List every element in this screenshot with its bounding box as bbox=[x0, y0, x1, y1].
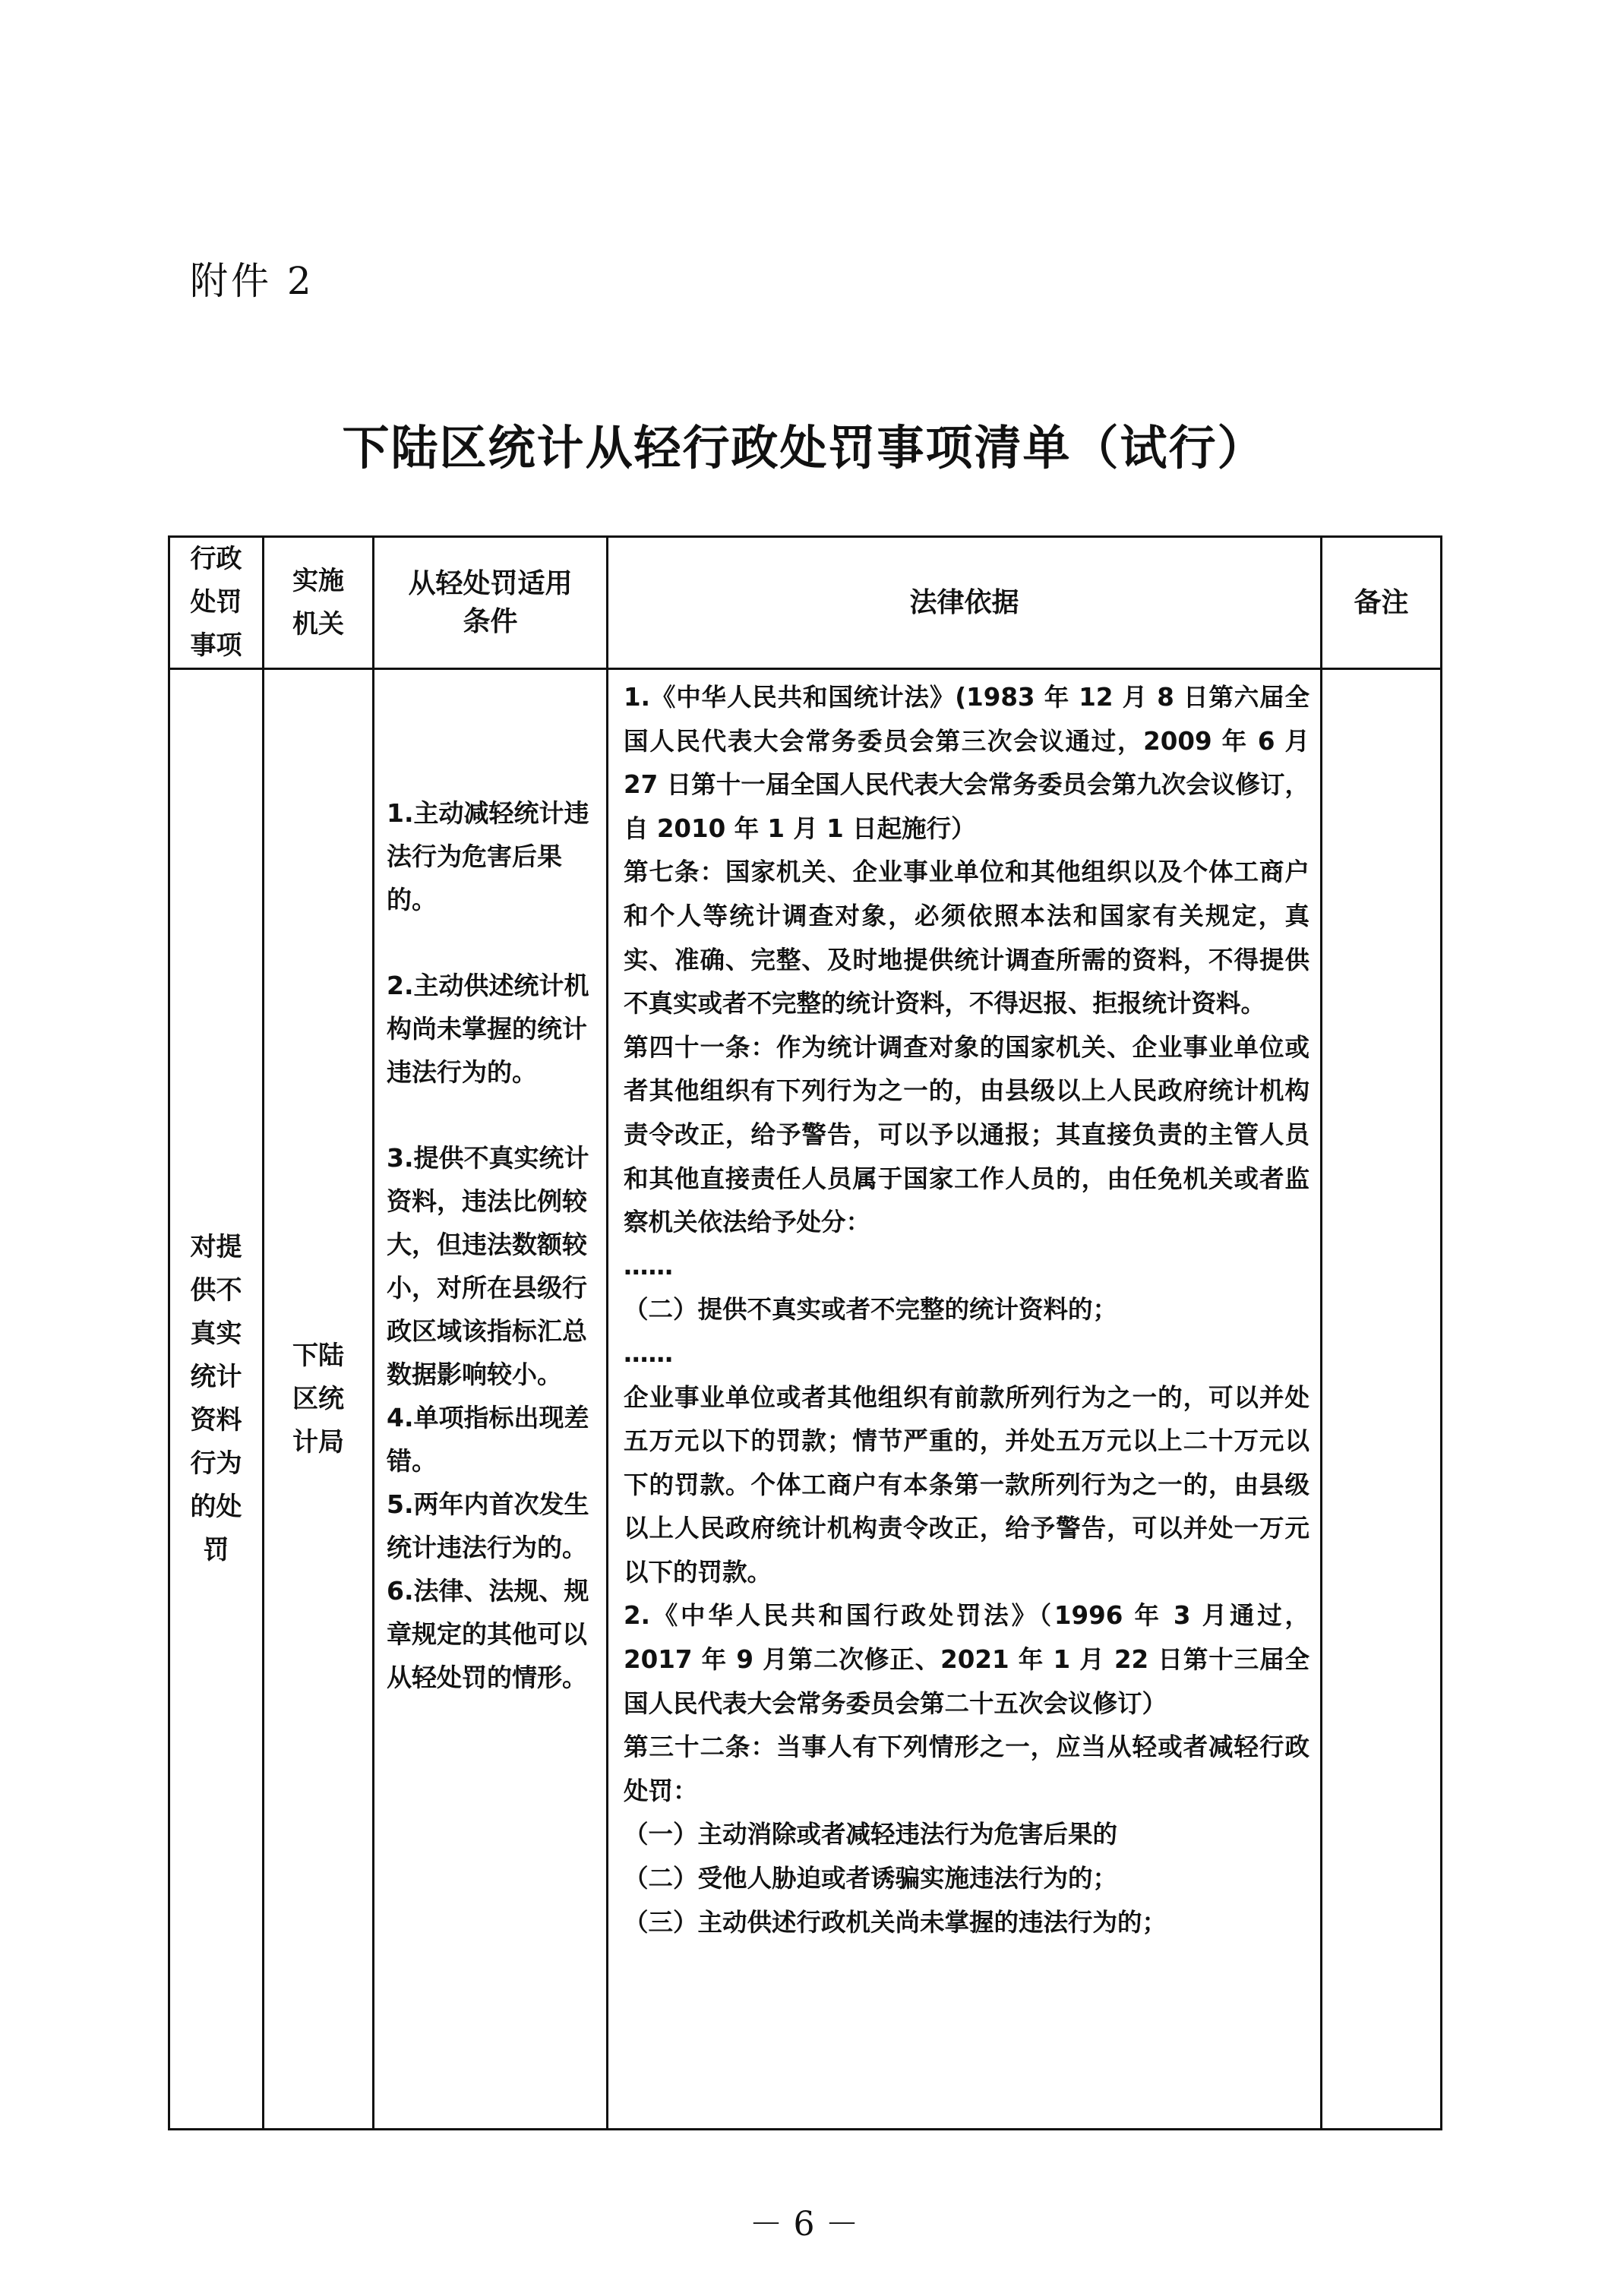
condition-item: 3.提供不真实统计资料，违法比例较大，但违法数额较小，对所在县级行政区域该指标汇总数据影响较小。 bbox=[387, 1143, 589, 1389]
condition-item: 5.两年内首次发生统计违法行为的。 bbox=[387, 1489, 589, 1562]
table-row bbox=[169, 669, 1442, 2130]
legal-paragraph: 2.《中华人民共和国行政处罚法》（1996 年 3 月通过，2017 年 9 月第二次修正、2021 年 1 月 22 日第十三届全国人民代表大会常务委员会第二十五次会议修订） bbox=[624, 1601, 1309, 1718]
penalty-items-table bbox=[168, 535, 1442, 2130]
legal-paragraph: （三）主动供述行政机关尚未掌握的违法行为的； bbox=[624, 1907, 1167, 1937]
legal-paragraph: …… bbox=[624, 1338, 673, 1368]
legal-paragraph: （二）提供不真实或者不完整的统计资料的； bbox=[624, 1295, 1118, 1325]
header-remarks: 备注 bbox=[1322, 537, 1442, 669]
legal-paragraph: （二）受他人胁迫或者诱骗实施违法行为的； bbox=[624, 1864, 1118, 1893]
header-conditions: 从轻处罚适用条件 bbox=[374, 537, 608, 669]
page-number: － 6 － bbox=[749, 2205, 859, 2244]
header-implementing-agency: 实施机关 bbox=[264, 537, 374, 669]
header-penalty-item: 行政处罚事项 bbox=[169, 537, 264, 669]
legal-paragraph: 第三十二条：当事人有下列情形之一，应当从轻或者减轻行政处罚： bbox=[624, 1732, 1309, 1805]
cell-conditions bbox=[374, 669, 608, 2130]
attachment-label: 附件 2 bbox=[190, 259, 314, 303]
cell-legal-basis bbox=[608, 669, 1322, 2130]
cell-agency: 下陆区统计局 bbox=[264, 669, 374, 2130]
cell-remarks bbox=[1322, 669, 1442, 2130]
condition-item: 1.主动减轻统计违法行为危害后果的。 bbox=[387, 798, 589, 914]
legal-paragraph: 1.《中华人民共和国统计法》(1983 年 12 月 8 日第六届全国人民代表大会常务委员会第三次会议通过，2009 年 6 月 27 日第十一届全国人民代表大会常务委员会第九次会议修订，自 2010 年 1 月 1 日起施行） bbox=[624, 683, 1309, 843]
document-title: 下陆区统计从轻行政处罚事项清单（试行） bbox=[342, 420, 1266, 475]
condition-item: 6.法律、法规、规章规定的其他可以从轻处罚的情形。 bbox=[387, 1576, 589, 1692]
legal-paragraph: 第七条：国家机关、企业事业单位和其他组织以及个体工商户和个人等统计调查对象，必须依照本法和国家有关规定，真实、准确、完整、及时地提供统计调查所需的资料，不得提供不真实或者不完整的统计资料，不得迟报、拒报统计资料。 bbox=[624, 857, 1309, 1019]
condition-item: 4.单项指标出现差错。 bbox=[387, 1403, 589, 1476]
legal-paragraph: 企业事业单位或者其他组织有前款所列行为之一的，可以并处五万元以下的罚款；情节严重的，并处五万元以上二十万元以下的罚款。个体工商户有本条第一款所列行为之一的，由县级以上人民政府统计机构责令改正，给予警告，可以并处一万元以下的罚款。 bbox=[624, 1382, 1309, 1587]
header-legal-basis: 法律依据 bbox=[608, 537, 1322, 669]
table-header-row bbox=[169, 537, 1442, 669]
legal-paragraph: …… bbox=[624, 1251, 673, 1281]
condition-item: 2.主动供述统计机构尚未掌握的统计违法行为的。 bbox=[387, 971, 589, 1087]
legal-paragraph: （一）主动消除或者减轻违法行为危害后果的 bbox=[624, 1820, 1118, 1849]
cell-penalty-item: 对提供不真实统计资料行为的处罚 bbox=[169, 669, 264, 2130]
legal-paragraph: 第四十一条：作为统计调查对象的国家机关、企业事业单位或者其他组织有下列行为之一的，由县级以上人民政府统计机构责令改正，给予警告，可以予以通报；其直接负责的主管人员和其他直接责任人员属于国家工作人员的，由任免机关或者监察机关依法给予处分： bbox=[624, 1032, 1309, 1237]
